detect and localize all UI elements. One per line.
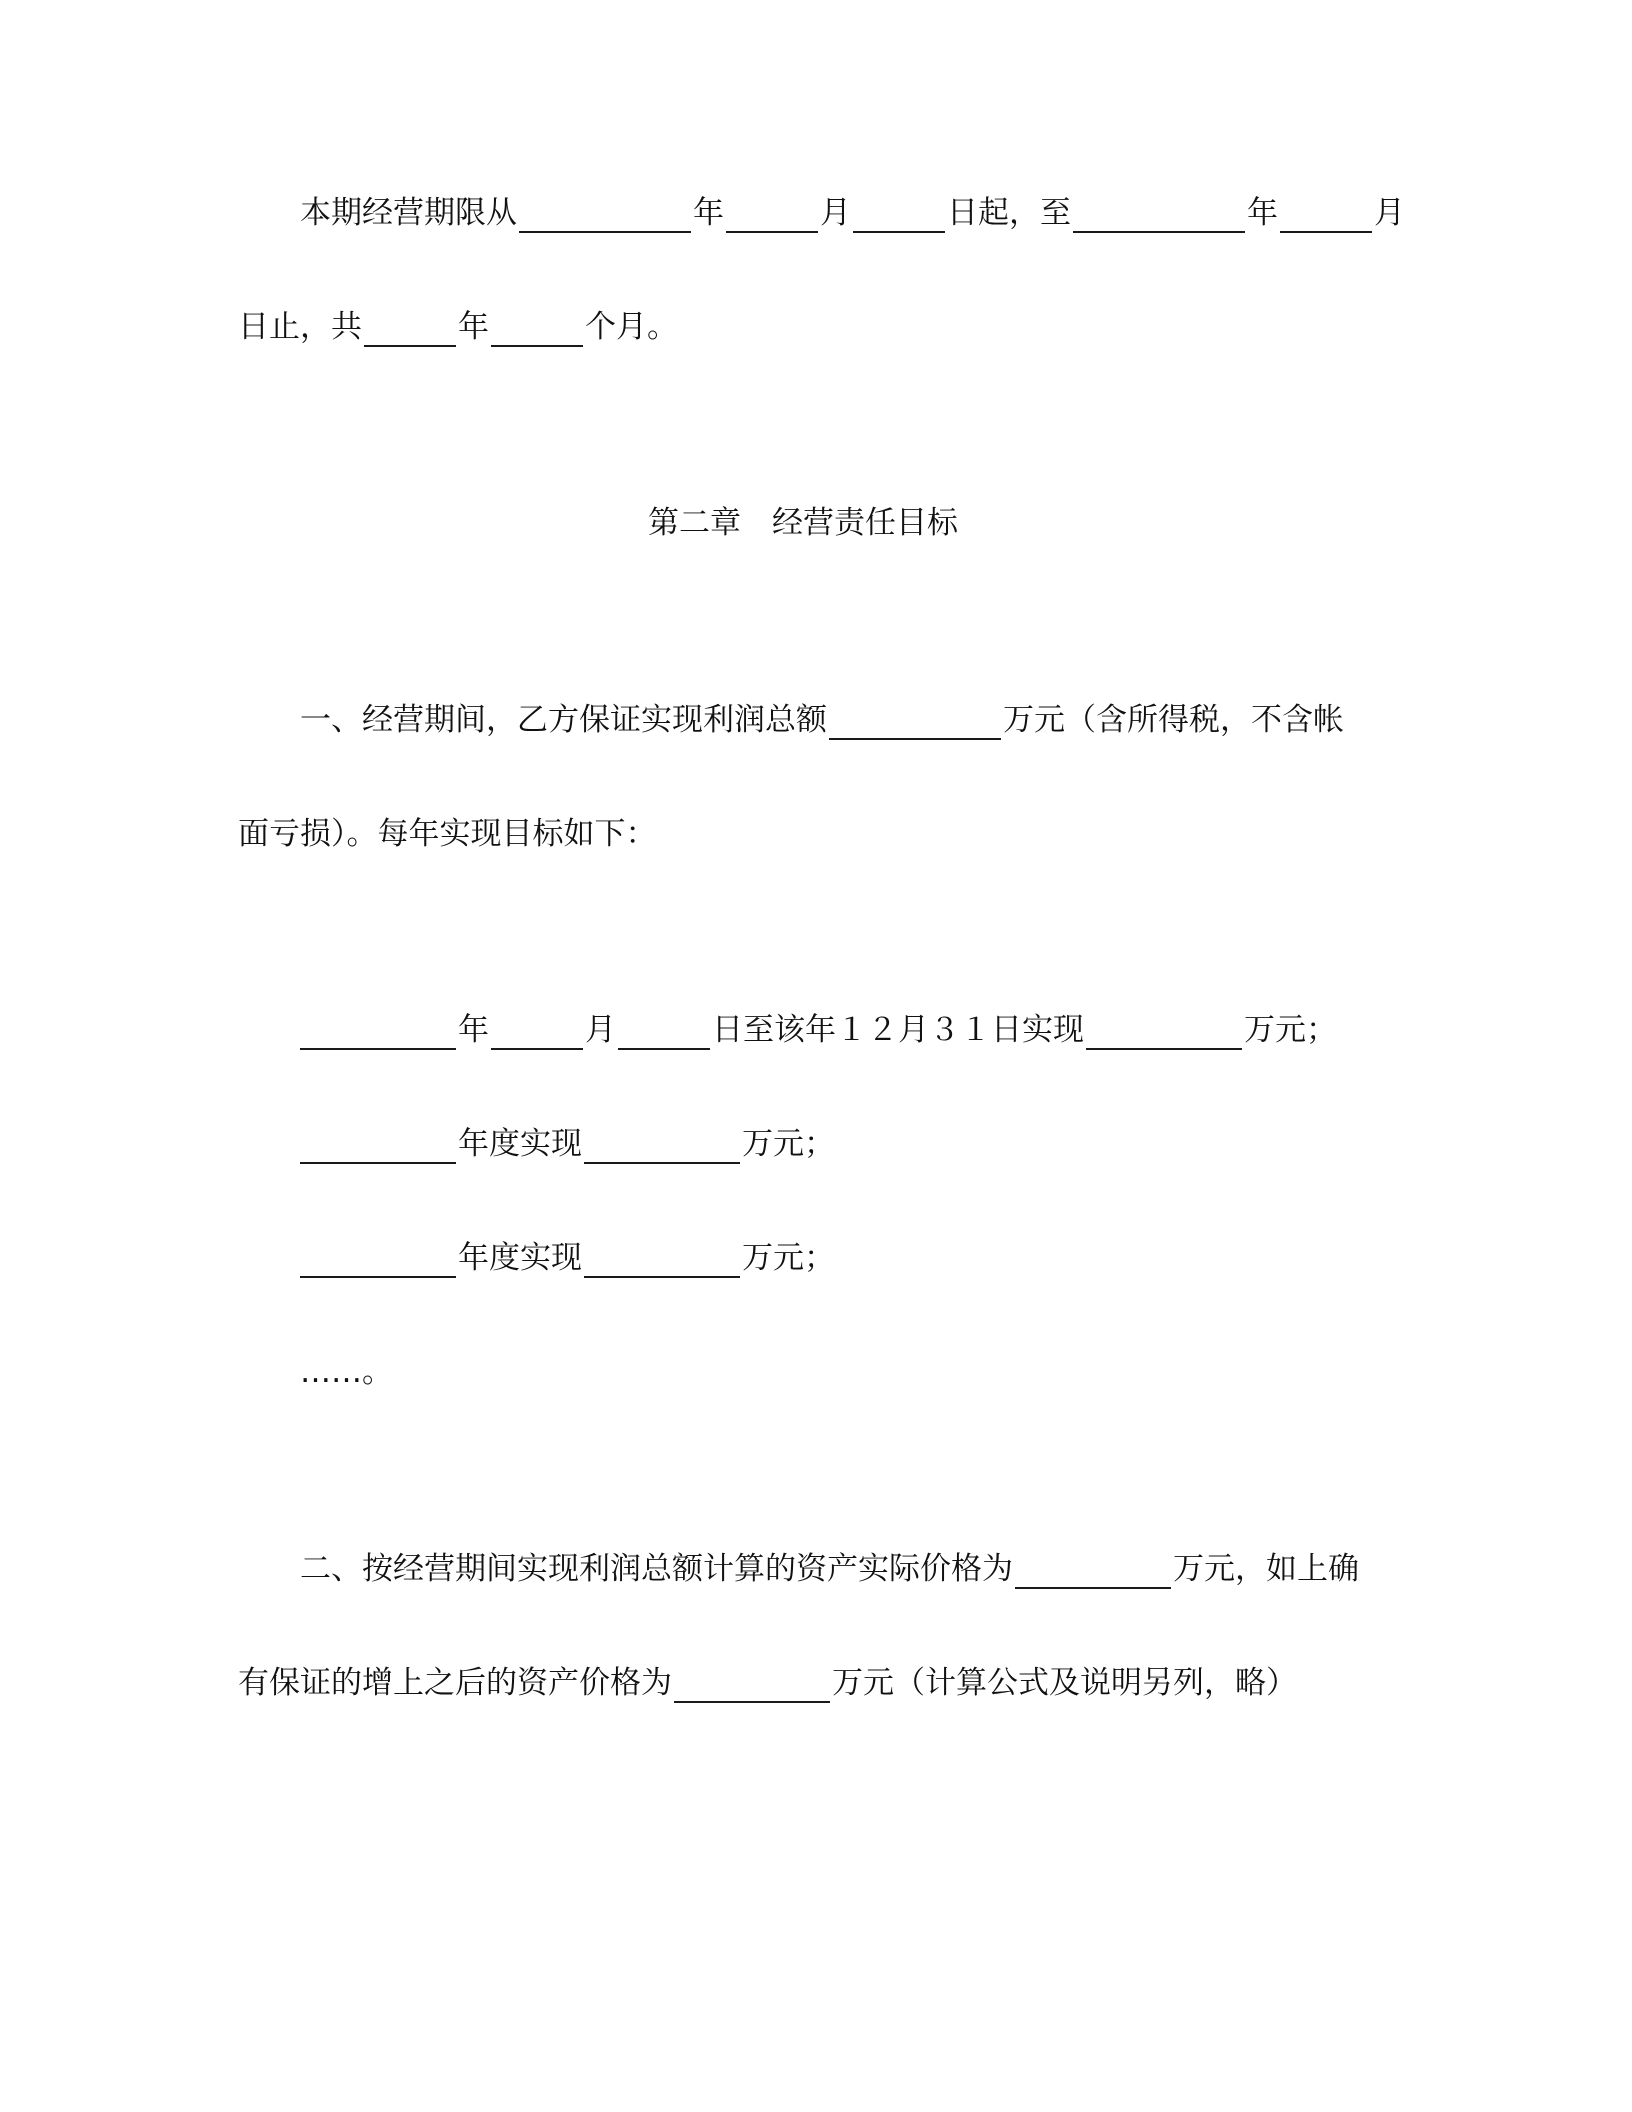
section-two-line2-unit: 万元（计算公式及说明另列，略）	[832, 1665, 1297, 1701]
item3-amount-blank[interactable]	[584, 1242, 740, 1278]
section-two-text: 二、按经营期间实现利润总额计算的资产实际价格为	[300, 1551, 1013, 1587]
item1-day-blank[interactable]	[618, 1014, 710, 1050]
guaranteed-asset-price-blank[interactable]	[674, 1667, 830, 1703]
asset-price-blank[interactable]	[1015, 1553, 1171, 1589]
item1-day-label: 日至该年１２月３１日实现	[712, 1012, 1084, 1048]
item2-amount-blank[interactable]	[584, 1128, 740, 1164]
section-one-line-1	[300, 700, 1344, 740]
start-day-blank[interactable]	[853, 197, 945, 233]
period-line-2	[238, 307, 678, 347]
item1-unit: 万元；	[1244, 1012, 1337, 1048]
ellipsis-line: ……。	[300, 1354, 393, 1390]
item3-unit: 万元；	[742, 1240, 835, 1276]
start-year-label: 年	[693, 195, 724, 231]
section-one-line-2: 面亏损）。每年实现目标如下：	[238, 816, 657, 852]
section-two-line-1	[300, 1549, 1359, 1589]
period-intro-text: 本期经营期限从	[300, 195, 517, 231]
start-month-blank[interactable]	[726, 197, 818, 233]
item1-year-blank[interactable]	[300, 1014, 456, 1050]
start-month-label: 月	[820, 195, 851, 231]
section-one-text: 一、经营期间，乙方保证实现利润总额	[300, 702, 827, 738]
target-item-1	[300, 1010, 1337, 1050]
section-one-unit: 万元（含所得税，不含帐	[1003, 702, 1344, 738]
item1-amount-blank[interactable]	[1086, 1014, 1242, 1050]
item3-year-blank[interactable]	[300, 1242, 456, 1278]
target-item-3	[300, 1238, 835, 1278]
chapter-title: 第二章 经营责任目标	[648, 505, 958, 541]
end-year-blank[interactable]	[1073, 197, 1245, 233]
end-day-label: 日止，共	[238, 309, 362, 345]
item1-month-blank[interactable]	[491, 1014, 583, 1050]
item2-unit: 万元；	[742, 1126, 835, 1162]
total-profit-blank[interactable]	[829, 704, 1001, 740]
target-item-2	[300, 1124, 835, 1164]
section-two-unit: 万元，如上确	[1173, 1551, 1359, 1587]
total-months-label: 个月。	[585, 309, 678, 345]
item3-label: 年度实现	[458, 1240, 582, 1276]
total-years-blank[interactable]	[364, 311, 456, 347]
period-line-1	[300, 193, 1405, 233]
end-year-label: 年	[1247, 195, 1278, 231]
item1-year-label: 年	[458, 1012, 489, 1048]
start-year-blank[interactable]	[519, 197, 691, 233]
start-day-label: 日起，至	[947, 195, 1071, 231]
end-month-blank[interactable]	[1280, 197, 1372, 233]
section-two-line-2	[238, 1663, 1297, 1703]
item2-year-blank[interactable]	[300, 1128, 456, 1164]
item2-label: 年度实现	[458, 1126, 582, 1162]
section-two-line2-text: 有保证的增上之后的资产价格为	[238, 1665, 672, 1701]
total-years-label: 年	[458, 309, 489, 345]
item1-month-label: 月	[585, 1012, 616, 1048]
end-month-label: 月	[1374, 195, 1405, 231]
total-months-blank[interactable]	[491, 311, 583, 347]
